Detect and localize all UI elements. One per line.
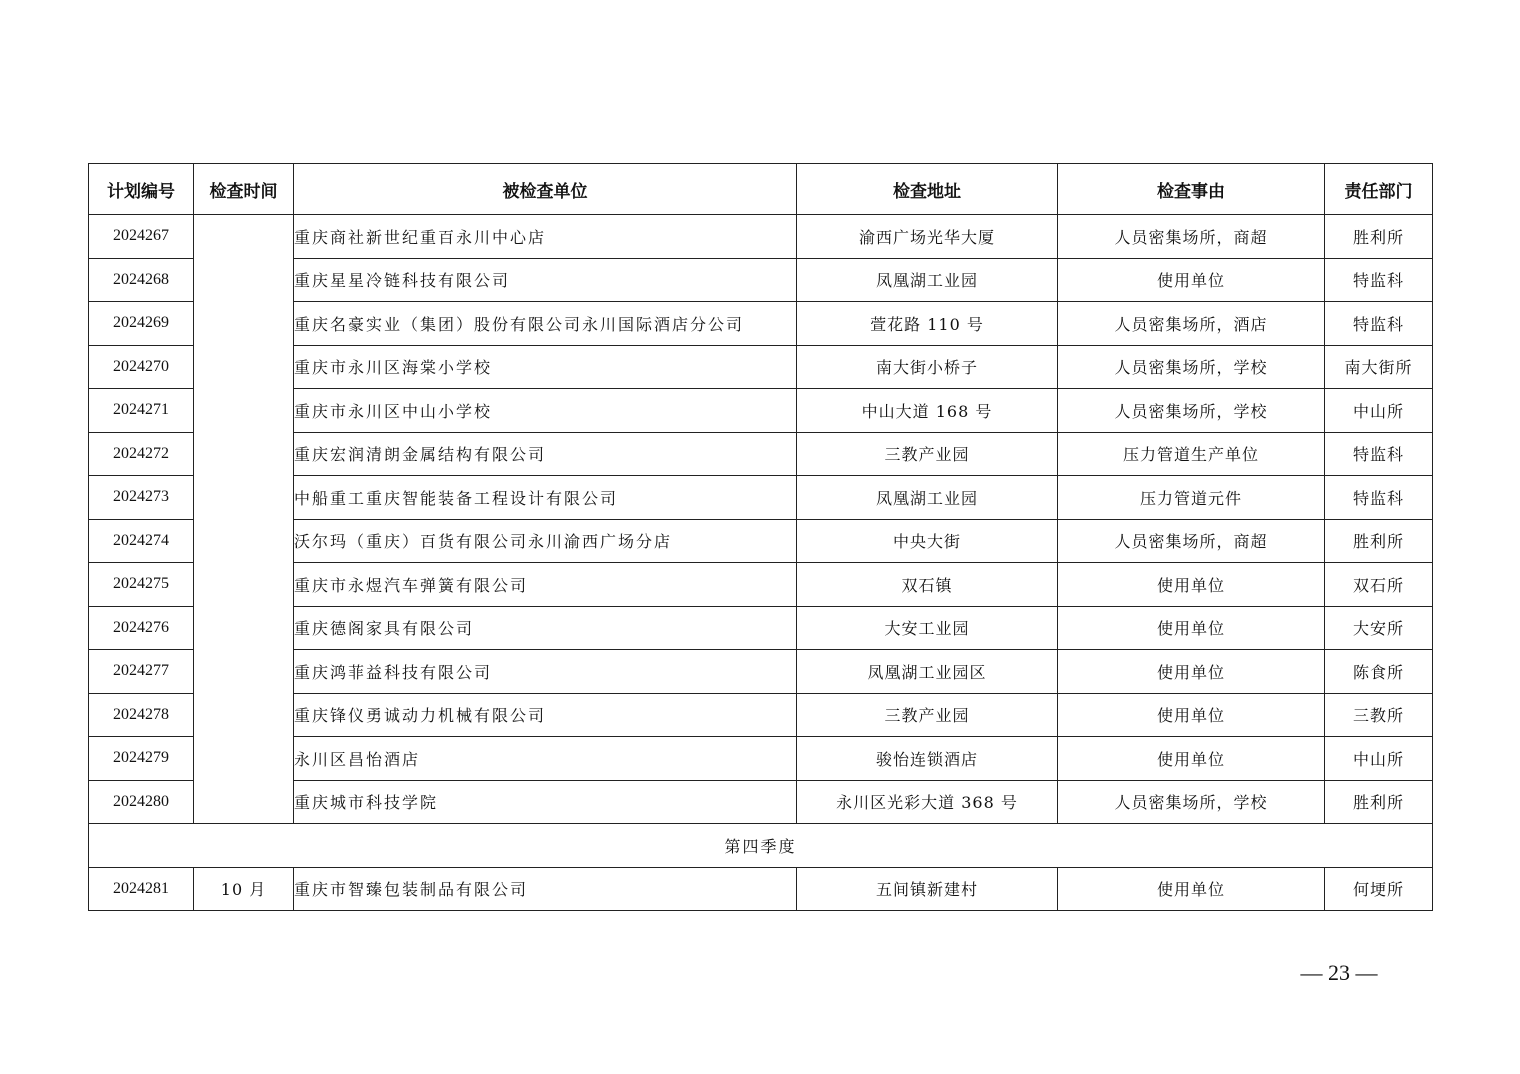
check-reason-cell: 人员密集场所，学校	[1058, 780, 1325, 824]
inspected-unit-cell: 重庆名豪实业（集团）股份有限公司永川国际酒店分公司	[294, 302, 797, 346]
plan-id-cell: 2024270	[89, 345, 194, 389]
responsible-dept-cell: 双石所	[1325, 563, 1433, 607]
inspected-unit-cell: 永川区昌怡酒店	[294, 737, 797, 781]
responsible-dept-cell: 中山所	[1325, 737, 1433, 781]
table-row	[89, 867, 1433, 911]
quarter-row	[89, 824, 1433, 868]
inspected-unit-cell: 重庆市永煜汽车弹簧有限公司	[294, 563, 797, 607]
check-reason-cell: 人员密集场所，学校	[1058, 345, 1325, 389]
inspected-unit-cell: 重庆锋仪勇诚动力机械有限公司	[294, 693, 797, 737]
check-address-cell: 大安工业园	[797, 606, 1058, 650]
header-check-address: 检查地址	[797, 164, 1058, 215]
responsible-dept-cell: 特监科	[1325, 302, 1433, 346]
responsible-dept-cell: 特监科	[1325, 432, 1433, 476]
inspected-unit-cell: 重庆鸿菲益科技有限公司	[294, 650, 797, 694]
plan-id-cell: 2024268	[89, 258, 194, 302]
header-check-time: 检查时间	[194, 164, 294, 215]
inspected-unit-cell: 重庆市永川区中山小学校	[294, 389, 797, 433]
inspection-plan-table	[88, 163, 1433, 911]
plan-id-cell: 2024271	[89, 389, 194, 433]
responsible-dept-cell: 胜利所	[1325, 519, 1433, 563]
inspected-unit-cell: 重庆商社新世纪重百永川中心店	[294, 215, 797, 259]
check-address-cell: 五间镇新建村	[797, 867, 1058, 911]
inspected-unit-cell: 重庆星星冷链科技有限公司	[294, 258, 797, 302]
responsible-dept-cell: 三教所	[1325, 693, 1433, 737]
check-reason-cell: 使用单位	[1058, 258, 1325, 302]
header-responsible-dept: 责任部门	[1325, 164, 1433, 215]
plan-id-cell: 2024274	[89, 519, 194, 563]
plan-id-cell: 2024278	[89, 693, 194, 737]
check-address-cell: 三教产业园	[797, 693, 1058, 737]
quarter-label: 第四季度	[89, 824, 1433, 868]
plan-id-cell: 2024267	[89, 215, 194, 259]
check-address-cell: 南大街小桥子	[797, 345, 1058, 389]
responsible-dept-cell: 大安所	[1325, 606, 1433, 650]
check-reason-cell: 使用单位	[1058, 693, 1325, 737]
table-body	[89, 215, 1433, 824]
responsible-dept-cell: 中山所	[1325, 389, 1433, 433]
responsible-dept-cell: 何埂所	[1325, 867, 1433, 911]
check-reason-cell: 人员密集场所，酒店	[1058, 302, 1325, 346]
check-reason-cell: 使用单位	[1058, 650, 1325, 694]
inspected-unit-cell: 重庆宏润清朗金属结构有限公司	[294, 432, 797, 476]
plan-id-cell: 2024272	[89, 432, 194, 476]
header-inspected-unit: 被检查单位	[294, 164, 797, 215]
plan-id-cell: 2024275	[89, 563, 194, 607]
inspected-unit-cell: 重庆市智臻包装制品有限公司	[294, 867, 797, 911]
responsible-dept-cell: 特监科	[1325, 476, 1433, 520]
responsible-dept-cell: 胜利所	[1325, 780, 1433, 824]
check-reason-cell: 人员密集场所，商超	[1058, 215, 1325, 259]
plan-id-cell: 2024273	[89, 476, 194, 520]
check-address-cell: 凤凰湖工业园	[797, 258, 1058, 302]
check-time-cell: 10 月	[194, 867, 294, 911]
check-reason-cell: 人员密集场所，学校	[1058, 389, 1325, 433]
inspected-unit-cell: 重庆德阁家具有限公司	[294, 606, 797, 650]
plan-id-cell: 2024279	[89, 737, 194, 781]
check-address-cell: 中央大街	[797, 519, 1058, 563]
check-address-cell: 三教产业园	[797, 432, 1058, 476]
check-address-cell: 中山大道 168 号	[797, 389, 1058, 433]
check-reason-cell: 压力管道元件	[1058, 476, 1325, 520]
inspected-unit-cell: 重庆市永川区海棠小学校	[294, 345, 797, 389]
table-header-row	[89, 164, 1433, 215]
inspected-unit-cell: 中船重工重庆智能装备工程设计有限公司	[294, 476, 797, 520]
header-check-reason: 检查事由	[1058, 164, 1325, 215]
page-number: — 23 —	[1300, 960, 1378, 985]
check-reason-cell: 使用单位	[1058, 867, 1325, 911]
check-reason-cell: 使用单位	[1058, 737, 1325, 781]
inspected-unit-cell: 沃尔玛（重庆）百货有限公司永川渝西广场分店	[294, 519, 797, 563]
check-address-cell: 凤凰湖工业园区	[797, 650, 1058, 694]
plan-id-cell: 2024280	[89, 780, 194, 824]
check-address-cell: 凤凰湖工业园	[797, 476, 1058, 520]
responsible-dept-cell: 陈食所	[1325, 650, 1433, 694]
table-row	[89, 215, 1433, 259]
check-address-cell: 双石镇	[797, 563, 1058, 607]
plan-id-cell: 2024276	[89, 606, 194, 650]
plan-id-cell: 2024281	[89, 867, 194, 911]
check-address-cell: 永川区光彩大道 368 号	[797, 780, 1058, 824]
responsible-dept-cell: 特监科	[1325, 258, 1433, 302]
plan-id-cell: 2024269	[89, 302, 194, 346]
check-address-cell: 萱花路 110 号	[797, 302, 1058, 346]
responsible-dept-cell: 南大街所	[1325, 345, 1433, 389]
plan-id-cell: 2024277	[89, 650, 194, 694]
check-address-cell: 骏怡连锁酒店	[797, 737, 1058, 781]
check-reason-cell: 人员密集场所，商超	[1058, 519, 1325, 563]
check-reason-cell: 使用单位	[1058, 606, 1325, 650]
inspected-unit-cell: 重庆城市科技学院	[294, 780, 797, 824]
check-address-cell: 渝西广场光华大厦	[797, 215, 1058, 259]
check-time-cell	[194, 215, 294, 824]
check-reason-cell: 压力管道生产单位	[1058, 432, 1325, 476]
header-plan-id: 计划编号	[89, 164, 194, 215]
responsible-dept-cell: 胜利所	[1325, 215, 1433, 259]
check-reason-cell: 使用单位	[1058, 563, 1325, 607]
